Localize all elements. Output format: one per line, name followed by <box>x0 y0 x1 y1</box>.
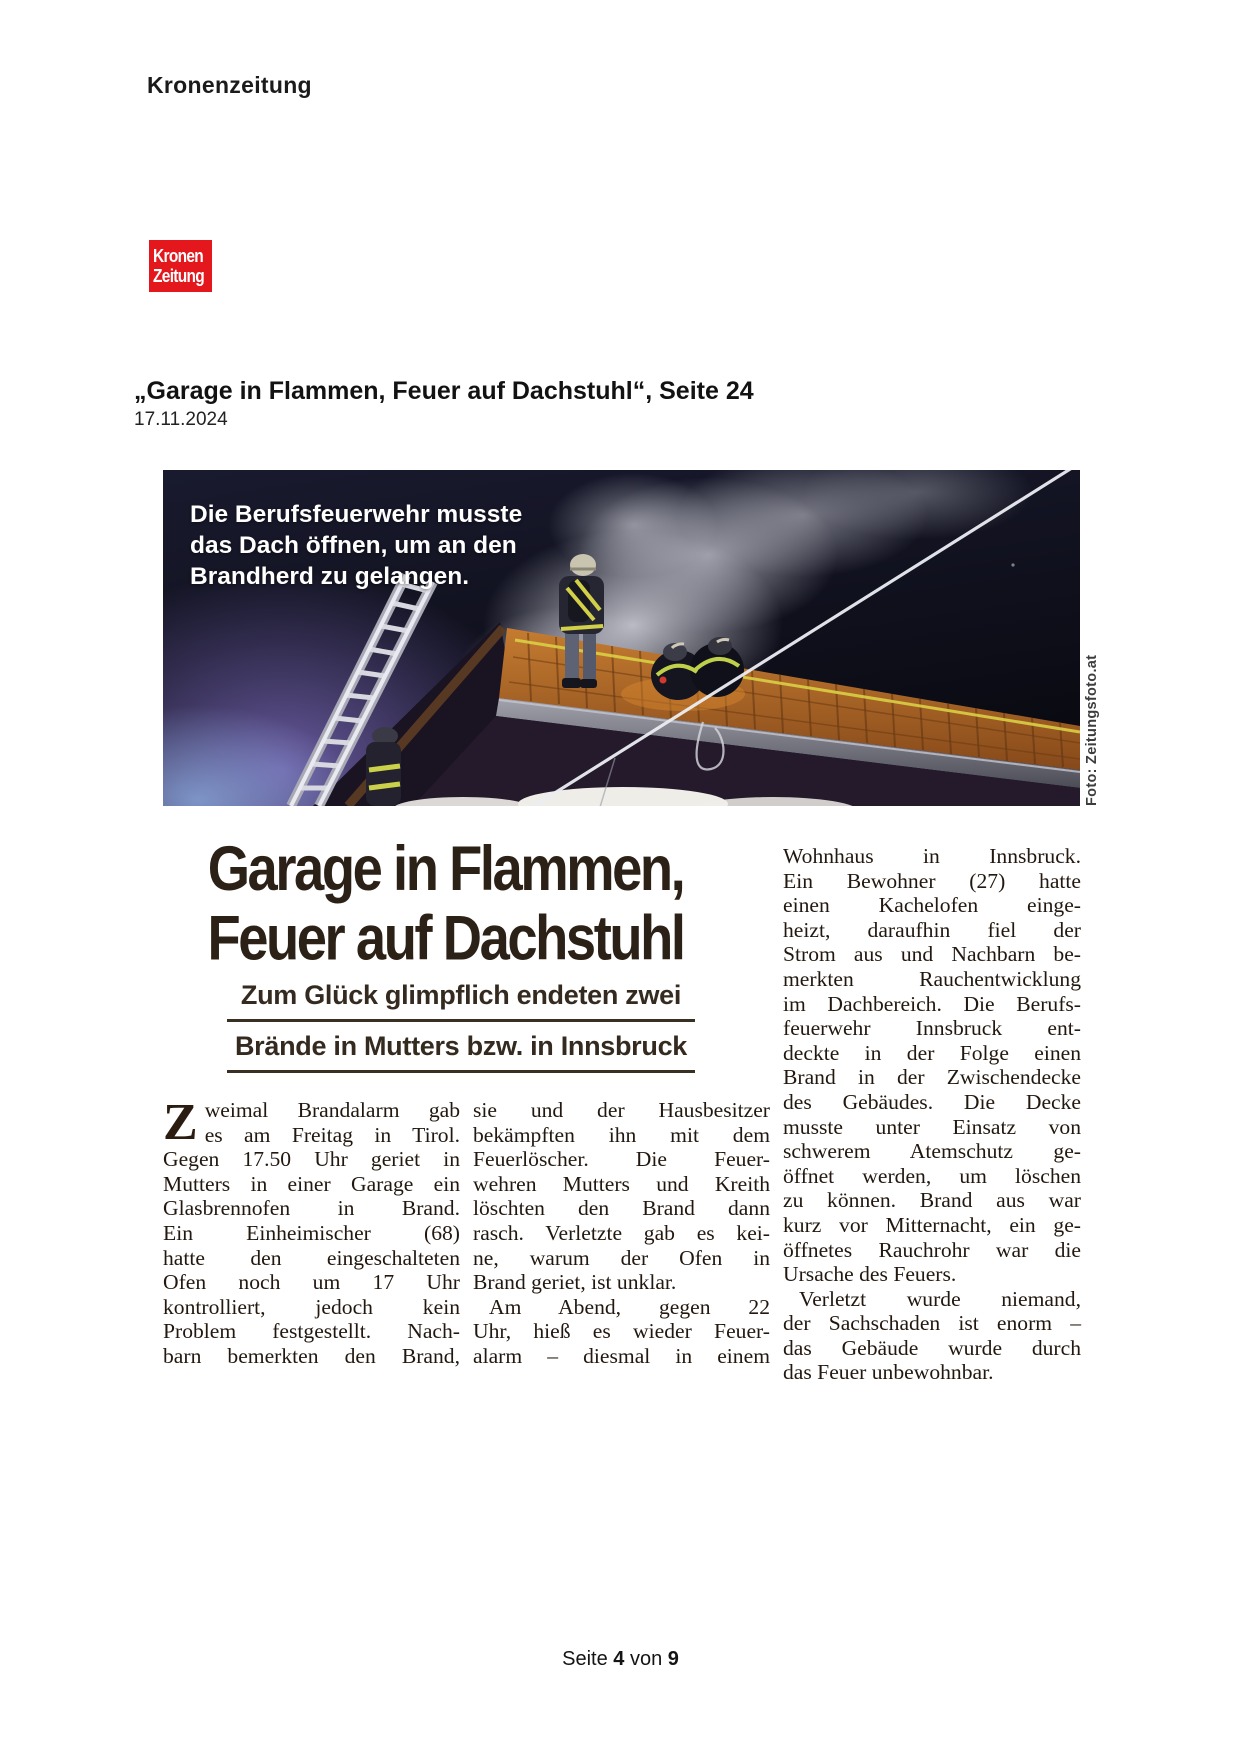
headline-line: Feuer auf Dachstuhl <box>207 902 684 973</box>
body-text-line: Ein Bewohner (27) hatte <box>783 868 1081 893</box>
body-text-line: löschten den Brand dann <box>473 1196 770 1221</box>
photo-caption <box>190 499 522 592</box>
body-text-line: Problem festgestellt. Nach- <box>163 1319 460 1344</box>
body-text-line: Strom aus und Nachbarn be- <box>783 942 1081 967</box>
body-text-line: Brand in der Zwischendecke <box>783 1065 1081 1090</box>
body-text-line: Feuerlöscher. Die Feuer- <box>473 1147 770 1172</box>
body-text-line: weimal Brandalarm gab <box>204 1098 460 1122</box>
logo-line-1: Kronen <box>153 246 204 266</box>
article-photo <box>163 470 1080 806</box>
photo-credit: Foto: Zeitungsfoto.at <box>1084 654 1100 806</box>
logo-line-2: Zeitung <box>153 266 205 286</box>
body-text-line: sie und der Hausbesitzer <box>473 1098 770 1122</box>
photo-caption-line: Die Berufsfeuerwehr musste <box>190 501 523 528</box>
body-text-line: wehren Mutters und Kreith <box>473 1171 770 1196</box>
dropcap-adjacent-lines <box>205 1098 460 1147</box>
body-text-line: hatte den eingeschalteten <box>163 1245 460 1270</box>
body-text-line: Verletzt wurde niemand, <box>799 1286 1081 1311</box>
body-text-line: Uhr, hieß es wieder Feuer- <box>473 1319 770 1344</box>
star <box>1011 563 1014 566</box>
body-text-line: feuerwehr Innsbruck ent- <box>783 1016 1081 1041</box>
newspaper-article <box>163 830 1080 1400</box>
body-text-line: deckte in der Folge einen <box>783 1040 1081 1065</box>
body-text-line: heizt, daraufhin fiel der <box>783 917 1081 942</box>
body-text-line: der Sachschaden ist enorm – <box>783 1311 1081 1336</box>
dropcap-row <box>163 1094 460 1151</box>
body-text-line: bekämpften ihn mit dem <box>473 1122 770 1147</box>
body-text-line: Am Abend, gegen 22 <box>489 1294 770 1319</box>
article-subhead-line-2: Brände in Mutters bzw. in Innsbruck <box>227 1031 695 1073</box>
article-headline <box>181 834 710 973</box>
clipping-date: 17.11.2024 <box>134 409 228 430</box>
article-column-1 <box>163 1094 460 1369</box>
article-column-3 <box>783 844 1081 1385</box>
body-text-line: rasch. Verletzte gab es kei- <box>473 1220 770 1245</box>
body-text-line: musste unter Einsatz von <box>783 1114 1081 1139</box>
body-text-line: Gegen 17.50 Uhr geriet in <box>163 1147 460 1172</box>
photo-caption-line: das Dach öffnen, um an den <box>190 532 517 559</box>
body-text-line: Mutters in einer Garage ein <box>163 1171 460 1196</box>
source-name: Kronenzeitung <box>147 72 312 98</box>
body-text-line: kurz vor Mitternacht, ein ge- <box>783 1212 1081 1237</box>
body-text-line: Glasbrennofen in Brand. <box>163 1196 460 1221</box>
article-column-2 <box>473 1098 770 1369</box>
body-text-line: im Dachbereich. Die Berufs- <box>783 991 1081 1016</box>
body-text-line: Wohnhaus in Innsbruck. <box>783 844 1081 868</box>
footer-prefix: Seite <box>562 1648 608 1670</box>
body-text-line: barn bemerkten den Brand, <box>163 1343 460 1368</box>
clipping-title: „Garage in Flammen, Feuer auf Dachstuhl“, Seite 24 <box>134 377 754 405</box>
photo-caption-line: Brandherd zu gelangen. <box>190 563 470 590</box>
kronen-zeitung-logo <box>149 240 212 292</box>
body-text-line: ne, warum der Ofen in <box>473 1245 770 1270</box>
article-subhead-line-1: Zum Glück glimpflich endeten zwei <box>227 980 695 1022</box>
body-text-line: öffnetes Rauchrohr war die <box>783 1237 1081 1262</box>
footer-page-number: 4 <box>613 1648 625 1670</box>
body-text-line: öffnet werden, um löschen <box>783 1163 1081 1188</box>
column-1-lines <box>163 1147 460 1368</box>
body-text-line: das Feuer unbewohnbar. <box>783 1360 994 1385</box>
body-text-line: alarm – diesmal in einem <box>473 1343 770 1368</box>
body-text-line: kontrolliert, jedoch kein <box>163 1294 460 1319</box>
footer-total-pages: 9 <box>667 1648 679 1670</box>
body-text-line: Ofen noch um 17 Uhr <box>163 1270 460 1295</box>
body-text-line: zu können. Brand aus war <box>783 1188 1081 1213</box>
body-text-line: Brand geriet, ist unklar. <box>473 1270 677 1295</box>
page-footer <box>0 1648 1241 1671</box>
footer-conjunction: von <box>629 1648 663 1670</box>
body-text-line: einen Kachelofen einge- <box>783 893 1081 918</box>
body-text-line: es am Freitag in Tirol. <box>204 1122 460 1147</box>
body-text-line: des Gebäudes. Die Decke <box>783 1089 1081 1114</box>
body-text-line: Ein Einheimischer (68) <box>163 1220 460 1245</box>
body-text-line: das Gebäude wurde durch <box>783 1335 1081 1360</box>
body-text-line: merkten Rauchentwicklung <box>783 966 1081 991</box>
body-text-line: schwerem Atemschutz ge- <box>783 1139 1081 1164</box>
headline-line: Garage in Flammen, <box>207 832 684 904</box>
body-text-line: Ursache des Feuers. <box>783 1262 957 1287</box>
dropcap: Z <box>163 1094 198 1151</box>
